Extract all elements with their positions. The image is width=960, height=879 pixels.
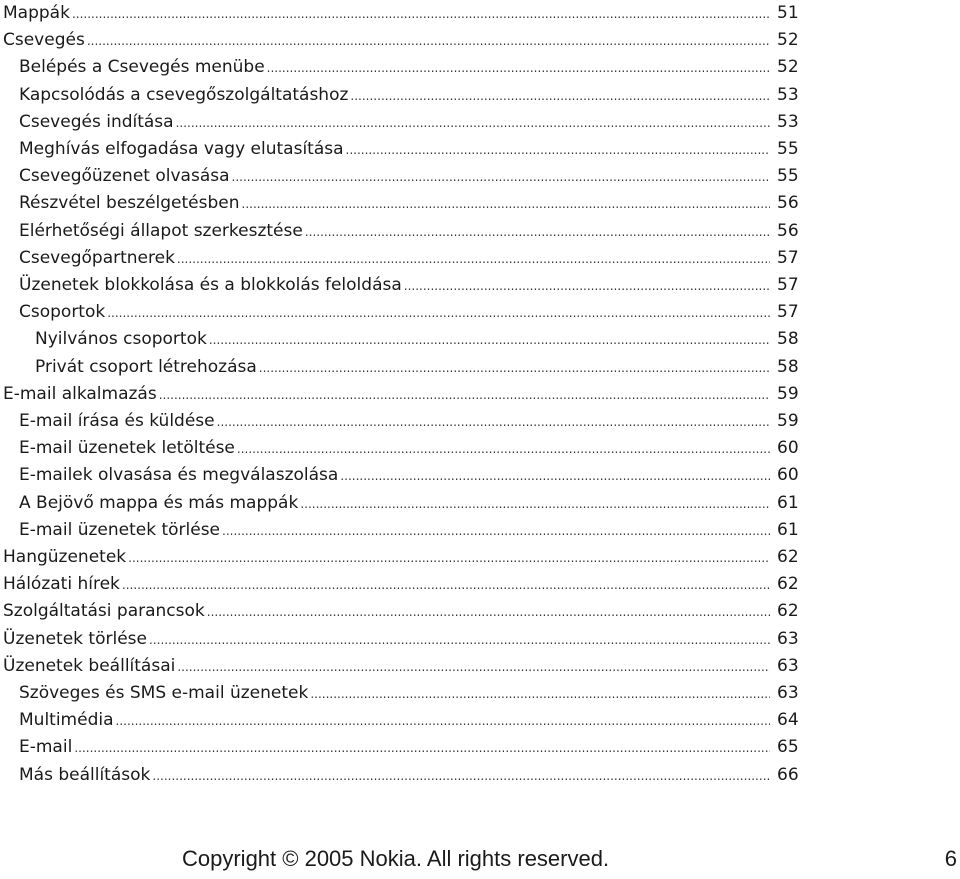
toc-entry[interactable]	[19, 82, 770, 108]
dot-leader	[152, 763, 770, 789]
toc-entry-page: 51	[777, 3, 799, 23]
toc-entry-page: 66	[777, 764, 799, 785]
toc-entry-title: Üzenetek beállításai	[3, 655, 176, 676]
toc-entry-page: 60	[777, 438, 799, 459]
dot-leader	[177, 654, 770, 680]
toc-entry-page: 62	[777, 574, 799, 595]
toc-entry-title: Csevegés	[3, 30, 85, 51]
toc-entry-page: 56	[777, 220, 799, 241]
dot-leader	[267, 55, 770, 81]
page-footer	[0, 846, 960, 878]
toc-entry[interactable]	[19, 54, 770, 80]
dot-leader	[237, 436, 770, 462]
toc-entry-page: 58	[777, 356, 799, 377]
toc-entry[interactable]	[19, 408, 770, 434]
toc-entry-title: Multimédia	[19, 710, 114, 731]
toc-entry-page: 64	[777, 710, 799, 731]
toc-entry-title: Belépés a Csevegés menübe	[19, 57, 265, 78]
toc-entry[interactable]	[35, 354, 770, 380]
toc-entry[interactable]	[19, 299, 770, 325]
toc-entry-page: 63	[777, 683, 799, 703]
toc-entry-page: 60	[777, 465, 799, 486]
toc-entry-title: Szöveges és SMS e-mail üzenetek	[19, 683, 309, 703]
dot-leader	[300, 491, 770, 517]
toc-entry-page: 55	[777, 139, 799, 159]
dot-leader	[232, 164, 770, 190]
toc-entry-title: Csevegőüzenet olvasása	[19, 166, 230, 187]
toc-entry-page: 57	[777, 275, 799, 295]
toc-entry-title: E-mail	[19, 737, 73, 758]
dot-leader	[177, 246, 770, 272]
toc-entry-page: 62	[777, 601, 799, 622]
toc-entry-page: 59	[777, 411, 799, 431]
toc-entry-page: 57	[777, 247, 799, 268]
dot-leader	[107, 300, 770, 326]
toc-entry-page: 52	[777, 57, 799, 78]
toc-entry-page: 58	[777, 329, 799, 350]
toc-entry-page: 63	[777, 655, 799, 676]
toc-entry-page: 62	[777, 547, 799, 567]
toc-entry-title: Meghívás elfogadása vagy elutasítása	[19, 139, 344, 159]
toc-entry-title: Részvétel beszélgetésben	[19, 193, 240, 214]
toc-entry-page: 53	[777, 84, 799, 105]
toc-entry[interactable]	[3, 27, 770, 53]
toc-entry[interactable]	[19, 490, 770, 516]
toc-entry-title: Csevegés indítása	[19, 111, 174, 132]
toc-entry-title: Kapcsolódás a csevegőszolgáltatáshoz	[19, 84, 349, 105]
dot-leader	[346, 137, 770, 163]
toc-entry[interactable]	[3, 653, 770, 679]
toc-entry[interactable]	[19, 218, 770, 244]
toc-entry-title: Mappák	[3, 3, 70, 23]
dot-leader	[72, 1, 770, 27]
toc-entry-title: Más beállítások	[19, 764, 151, 785]
toc-entry-page: 61	[777, 492, 799, 513]
toc-entry-title: Privát csoport létrehozása	[35, 356, 257, 377]
toc-entry-title: Szolgáltatási parancsok	[3, 601, 205, 622]
toc-entry[interactable]	[19, 462, 770, 488]
toc-entry-page: 63	[777, 628, 799, 649]
toc-entry-title: Üzenetek blokkolása és a blokkolás feloldása	[19, 275, 402, 295]
toc-entry-title: Hálózati hírek	[3, 574, 120, 595]
toc-entry-title: Elérhetőségi állapot szerkesztése	[19, 220, 303, 241]
toc-entry[interactable]	[3, 381, 770, 407]
dot-leader	[222, 518, 770, 544]
toc-entry[interactable]	[19, 272, 770, 298]
toc-entry-title: Nyilvános csoportok	[35, 329, 207, 350]
dot-leader	[310, 681, 770, 707]
dot-leader	[122, 572, 770, 598]
dot-leader	[217, 409, 770, 435]
dot-leader	[259, 355, 770, 381]
toc-entry[interactable]	[19, 517, 770, 543]
toc-entry-page: 53	[777, 111, 799, 132]
dot-leader	[340, 463, 770, 489]
toc-entry-page: 52	[777, 30, 799, 51]
toc-entry-title: Csoportok	[19, 302, 106, 323]
toc-entry[interactable]	[19, 435, 770, 461]
toc-entry-page: 65	[777, 737, 799, 758]
toc-entry-title: Hangüzenetek	[3, 547, 127, 567]
dot-leader	[305, 219, 770, 245]
toc-entry[interactable]	[19, 136, 770, 162]
dot-leader	[350, 83, 770, 109]
toc-entry-title: E-mail alkalmazás	[3, 383, 157, 404]
toc-entry[interactable]	[19, 734, 770, 760]
copyright-notice: Copyright © 2005 Nokia. All rights reserved.	[182, 846, 610, 871]
toc-entry[interactable]	[19, 109, 770, 135]
toc-entry-title: Üzenetek törlése	[3, 628, 147, 649]
page-number: 6	[944, 846, 957, 871]
toc-entry-title: A Bejövő mappa és más mappák	[19, 492, 299, 513]
toc-entry[interactable]	[3, 626, 770, 652]
dot-leader	[87, 28, 770, 54]
toc-entry-title: E-mail üzenetek letöltése	[19, 438, 235, 459]
dot-leader	[209, 327, 770, 353]
dot-leader	[242, 191, 770, 217]
toc-entry[interactable]	[3, 598, 770, 624]
toc-entry-title: E-mail írása és küldése	[19, 411, 215, 431]
dot-leader	[176, 110, 770, 136]
dot-leader	[404, 273, 770, 299]
toc-entry-title: E-mail üzenetek törlése	[19, 519, 221, 540]
toc-entry-page: 61	[777, 519, 799, 540]
dot-leader	[149, 627, 770, 653]
toc-entry[interactable]	[19, 245, 770, 271]
toc-entry-page: 55	[777, 166, 799, 187]
dot-leader	[159, 382, 770, 408]
toc-entry[interactable]	[3, 544, 770, 570]
toc-entry-page: 57	[777, 302, 799, 323]
toc-entry-title: E-mailek olvasása és megválaszolása	[19, 465, 339, 486]
dot-leader	[116, 708, 770, 734]
toc-entry[interactable]	[19, 707, 770, 733]
dot-leader	[74, 735, 770, 761]
toc-entry[interactable]	[35, 326, 770, 352]
toc-entry[interactable]	[19, 762, 770, 788]
dot-leader	[128, 545, 770, 571]
toc-entry-page: 56	[777, 193, 799, 214]
toc-entry[interactable]	[3, 571, 770, 597]
toc-entry-title: Csevegőpartnerek	[19, 247, 175, 268]
toc-entry[interactable]	[19, 163, 770, 189]
toc-entry[interactable]	[19, 680, 770, 706]
toc-entry[interactable]	[3, 0, 770, 26]
toc-entry[interactable]	[19, 190, 770, 216]
toc-entry-page: 59	[777, 383, 799, 404]
dot-leader	[207, 599, 770, 625]
